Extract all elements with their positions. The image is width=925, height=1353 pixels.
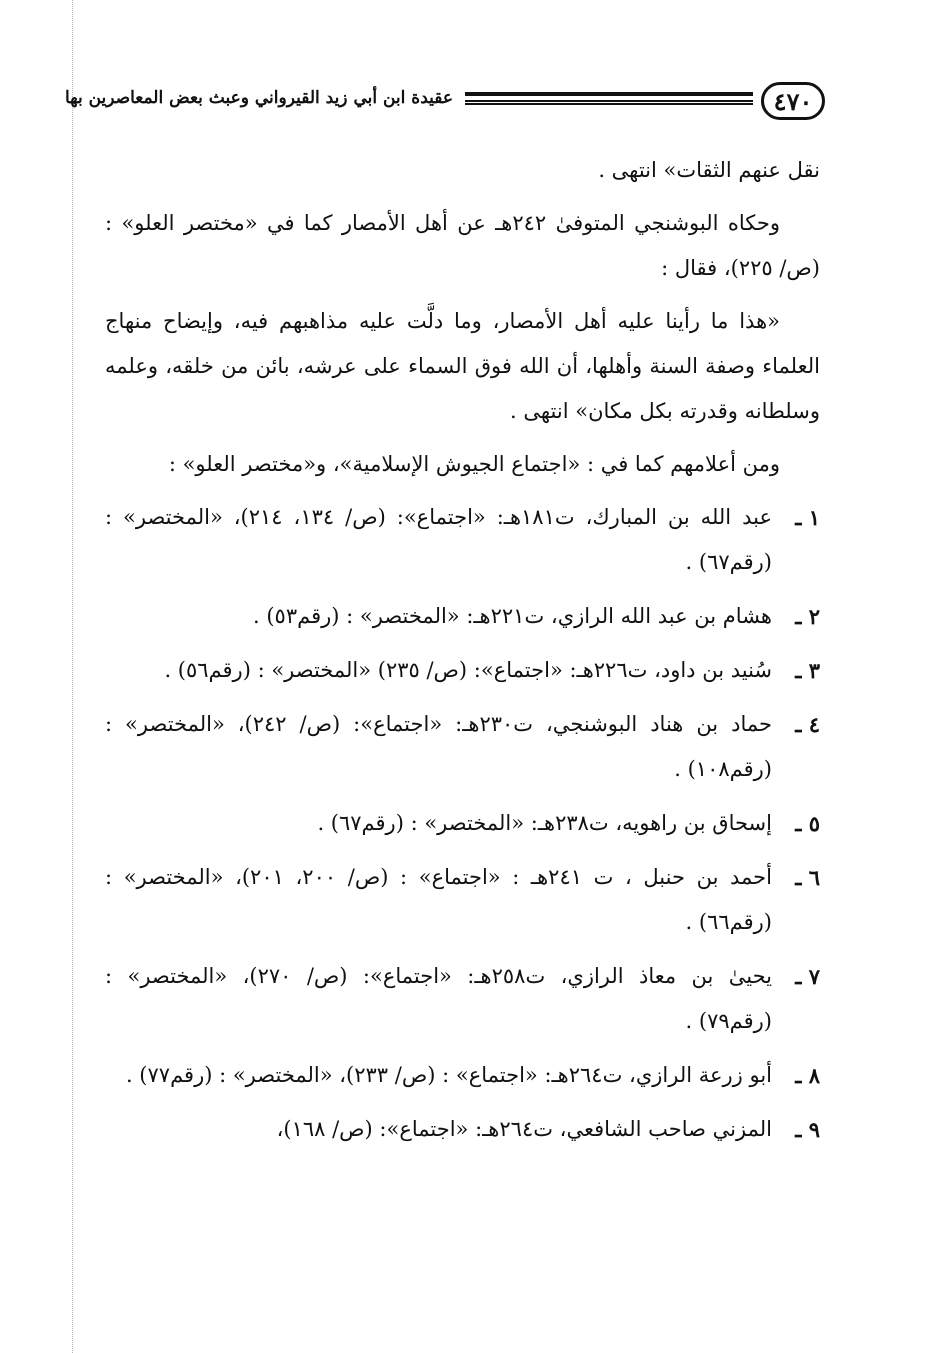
- page-edge-dots: [72, 0, 73, 1353]
- item-text: حماد بن هناد البوشنجي، ت٢٣٠هـ: «اجتماع»: (ص/ ٢٤٢)، «المختصر» : (رقم١٠٨) .: [105, 712, 772, 781]
- page-body: [105, 148, 820, 1161]
- item-number: ٢ ـ: [795, 604, 820, 629]
- item-text: يحيىٰ بن معاذ الرازي، ت٢٥٨هـ: «اجتماع»: (ص/ ٢٧٠)، «المختصر» : (رقم٧٩) .: [105, 964, 772, 1033]
- item-number: ٤ ـ: [795, 712, 820, 737]
- paragraph: نقل عنهم الثقات» انتهى .: [598, 158, 820, 182]
- list-item: [105, 1107, 820, 1152]
- item-text: أبو زرعة الرازي، ت٢٦٤هـ: «اجتماع» : (ص/ ٢٣٣)، «المختصر» : (رقم٧٧) .: [125, 1063, 772, 1087]
- header-rule-thin: [465, 103, 753, 105]
- quote-paragraph: «هذا ما رأينا عليه أهل الأمصار، وما دلَّت عليه مذاهبهم فيه، وإيضاح منهاج العلماء وصفة السنة وأهلها، أن الله فوق السماء على عرشه، بائن من خلقه، وعلمه وسلطانه وقدرته بكل مكان» انتهى .: [105, 309, 820, 423]
- item-number: ٣ ـ: [795, 658, 820, 683]
- item-text: المزني صاحب الشافعي، ت٢٦٤هـ: «اجتماع»: (ص/ ١٦٨)،: [276, 1117, 772, 1141]
- running-title: عقيدة ابن أبي زيد القيرواني وعبث بعض المعاصرين بها: [64, 88, 453, 108]
- header-rule: [465, 92, 753, 102]
- item-number: ١ ـ: [795, 505, 820, 530]
- paragraph: ومن أعلامهم كما في : «اجتماع الجيوش الإسلامية»، و«مختصر العلو» :: [168, 452, 780, 476]
- list-item: [105, 702, 820, 792]
- item-number: ٩ ـ: [795, 1117, 820, 1142]
- item-number: ٥ ـ: [795, 811, 820, 836]
- item-text: عبد الله بن المبارك، ت١٨١هـ: «اجتماع»: (ص/ ١٣٤، ٢١٤)، «المختصر» : (رقم٦٧) .: [105, 505, 772, 574]
- page-header: [64, 82, 825, 126]
- item-number: ٧ ـ: [795, 964, 820, 989]
- list-item: [105, 1053, 820, 1098]
- item-text: سُنيد بن داود، ت٢٢٦هـ: «اجتماع»: (ص/ ٢٣٥) «المختصر» : (رقم٥٦) .: [164, 658, 772, 682]
- item-number: ٨ ـ: [795, 1063, 820, 1088]
- list-item: [105, 648, 820, 693]
- item-text: هشام بن عبد الله الرازي، ت٢٢١هـ: «المختصر» : (رقم٥٣) .: [253, 604, 772, 628]
- list-item: [105, 954, 820, 1044]
- item-number: ٦ ـ: [795, 865, 820, 890]
- list-item: [105, 594, 820, 639]
- paragraph: وحكاه البوشنجي المتوفىٰ ٢٤٢هـ عن أهل الأمصار كما في «مختصر العلو» : (ص/ ٢٢٥)، فقال :: [105, 211, 820, 280]
- page-number: ٤٧٠: [761, 82, 825, 120]
- list-item: [105, 495, 820, 585]
- list-item: [105, 855, 820, 945]
- item-text: إسحاق بن راهويه، ت٢٣٨هـ: «المختصر» : (رقم٦٧) .: [317, 811, 772, 835]
- item-text: أحمد بن حنبل ، ت ٢٤١هـ : «اجتماع» : (ص/ ٢٠٠، ٢٠١)، «المختصر» : (رقم٦٦) .: [105, 865, 773, 934]
- list-item: [105, 801, 820, 846]
